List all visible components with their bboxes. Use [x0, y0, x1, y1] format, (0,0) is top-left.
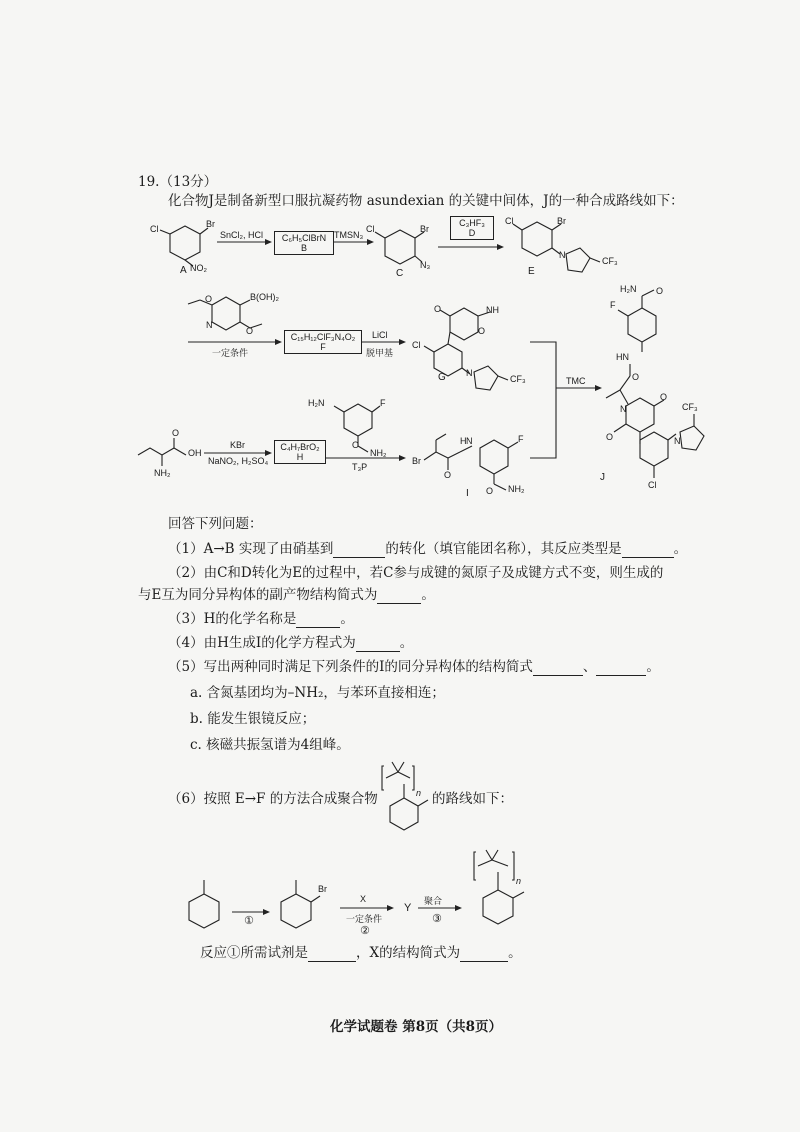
atom-n-g: N [466, 368, 473, 378]
atom-n3-c: N₃ [420, 260, 431, 270]
atom-hn-j: HN [616, 352, 629, 362]
answer-blank-6b[interactable] [460, 947, 508, 962]
condition-b: b. 能发生银镜反应； [190, 711, 316, 727]
question-6-final: 反应①所需试剂是 ，X的结构简式为 。 [200, 945, 522, 961]
q6-x: X [360, 894, 367, 904]
question-number: 19.（13分） [138, 174, 218, 190]
question-2-line1: （2）由C和D转化为E的过程中，若C参与成键的氮原子及成键方式不变，则生成的 [168, 565, 664, 581]
page-footer: 化学试题卷 第8页（共8页） [330, 1019, 502, 1035]
box-f: C₁₅H₁₂ClF₃N₄O₂ F [284, 330, 362, 354]
atom-cl-e: Cl [505, 216, 514, 226]
atom-h2n-aniline: H₂N [308, 398, 325, 408]
atom-o4-j: O [606, 432, 614, 442]
answer-blank-5b[interactable] [596, 661, 646, 676]
atom-nh2-i: NH₂ [508, 484, 525, 494]
answer-blank-3[interactable] [296, 613, 340, 628]
answer-blank-1b[interactable] [622, 543, 674, 558]
ring-aniline [344, 404, 372, 436]
ring-a [170, 226, 200, 260]
q6-cond: 一定条件 [346, 914, 383, 924]
reagent-licl: LiCl [372, 330, 388, 340]
reagent-cond: 一定条件 [212, 348, 249, 358]
atom-n-boronic: N [206, 320, 213, 330]
answer-blank-5a[interactable] [533, 661, 583, 676]
box-d: C₃HF₃ D [450, 216, 494, 240]
reagent-sncl2: SnCl₂, HCl [220, 230, 264, 240]
atom-hn-i: H [460, 436, 467, 446]
atom-no2-a: NO₂ [190, 263, 207, 273]
question-5: （5）写出两种同时满足下列条件的I的同分异构体的结构简式 、 。 [168, 659, 660, 675]
atom-o2-j: O [632, 372, 640, 382]
question-intro: 化合物J是制备新型口服抗凝药物 asundexian 的关键中间体，J的一种合成路线如下： [168, 193, 684, 209]
atom-o-g: O [434, 304, 442, 314]
q6-final-n: n [516, 876, 522, 886]
atom-cl-j: Cl [648, 480, 657, 490]
triazole-g [474, 366, 498, 390]
question-3: （3）H的化学名称是 。 [168, 611, 354, 627]
atom-cf3-j: CF₃ [682, 402, 698, 412]
atom-o-j: O [656, 286, 664, 296]
atom-o3-j: O [660, 392, 668, 402]
atom-br-i: Br [412, 456, 421, 466]
reagent-demethyl: 脱甲基 [366, 348, 394, 358]
label-c: C [396, 268, 404, 279]
label-a: A [180, 265, 187, 276]
atom-f-aniline: F [380, 398, 386, 408]
reagent-tmc: TMC [566, 376, 586, 386]
atom-f-i: F [518, 434, 524, 444]
atom-o2-boronic: O [246, 326, 254, 336]
question-1: （1）A→B 实现了由硝基到 的转化（填官能团名称），其反应类型是 。 [168, 541, 688, 557]
label-e: E [528, 266, 535, 277]
atom-cl-a: Cl [150, 224, 159, 234]
triazole-j [680, 426, 704, 450]
atom-n-e: N [559, 250, 566, 260]
q6-ring-bromotoluene [281, 894, 311, 928]
atom-br-e: Br [557, 216, 566, 226]
atom-boh2: B(OH)₂ [250, 292, 279, 302]
question-6-pre: （6）按照 E→F 的方法合成聚合物 [168, 791, 378, 807]
atom-cl-g: Cl [412, 340, 421, 350]
atom-n-j: N [620, 404, 627, 414]
atom-br-a: Br [206, 219, 215, 229]
q6-step2: ② [360, 925, 370, 937]
ring-e [522, 222, 552, 256]
condition-c: c. 核磁共振氢谱为4组峰。 [190, 737, 350, 753]
q6-step1: ① [244, 915, 254, 927]
question-4: （4）由H生成I的化学方程式为 。 [168, 635, 414, 651]
question-6-post: 的路线如下： [432, 791, 513, 807]
atom-nh2-aa: NH₂ [154, 468, 171, 478]
ring-boronic [212, 297, 240, 330]
label-g: G [438, 372, 446, 383]
q6-ring-toluene [189, 894, 219, 928]
atom-cf3-e: CF₃ [602, 256, 618, 266]
q6-step3: ③ [432, 913, 442, 925]
ring-j-aryl [640, 432, 668, 466]
ring-i [480, 440, 508, 474]
q6-polymerize: 聚合 [424, 896, 443, 906]
atom-o-aa: O [172, 428, 180, 438]
atom-o2-g: O [478, 326, 486, 336]
atom-br-c: Br [420, 224, 429, 234]
atom-h2n-j: H₂N [620, 284, 637, 294]
reagent-t3p: T₃P [352, 462, 368, 472]
reagent-kbr: KBr [230, 440, 246, 450]
box-b: C₆H₅ClBrN B [274, 231, 334, 255]
atom-n2-j: N [674, 436, 681, 446]
ring-g-pyridone [450, 308, 478, 340]
label-j: J [600, 472, 605, 483]
atom-cf3-g: CF₃ [510, 374, 526, 384]
triazole-e [566, 248, 590, 272]
answer-blank-4[interactable] [356, 637, 400, 652]
atom-o-aniline: O [352, 440, 360, 450]
atom-o-boronic: O [205, 294, 213, 304]
q6-atom-br: Br [318, 884, 327, 894]
answer-blank-2[interactable] [377, 589, 421, 604]
q6-ring-final-polymer [483, 890, 513, 924]
q6-ring-polymer [390, 798, 418, 830]
atom-n-i: N [466, 436, 473, 446]
q6-subscript-n: n [416, 788, 422, 798]
question-2-line2: 与E互为同分异构体的副产物结构简式为 。 [138, 587, 435, 603]
atom-o2-i: O [486, 486, 494, 496]
reagent-tmsn3: TMSN₃ [334, 230, 364, 240]
ring-c [385, 230, 415, 264]
box-h: C₄H₇BrO₂ H [274, 440, 326, 464]
answer-blank-1a[interactable] [333, 543, 385, 558]
ring-j-pyridone [626, 398, 654, 432]
ring-j-top [628, 308, 656, 342]
q6-y: Y [404, 902, 412, 914]
atom-oh-aa: OH [188, 448, 202, 458]
answer-blank-6a[interactable] [308, 947, 356, 962]
atom-o-i: O [444, 470, 452, 480]
label-i: I [466, 488, 469, 499]
atom-cl-c: Cl [366, 224, 375, 234]
answer-prompt: 回答下列问题： [168, 516, 263, 532]
atom-nh2-aniline: NH₂ [370, 448, 387, 458]
condition-a: a. 含氮基团均为–NH₂，与苯环直接相连； [190, 685, 445, 701]
atom-nh-g: NH [486, 305, 499, 315]
reagent-nano2: NaNO₂, H₂SO₄ [208, 456, 269, 466]
atom-f-j: F [610, 300, 616, 310]
